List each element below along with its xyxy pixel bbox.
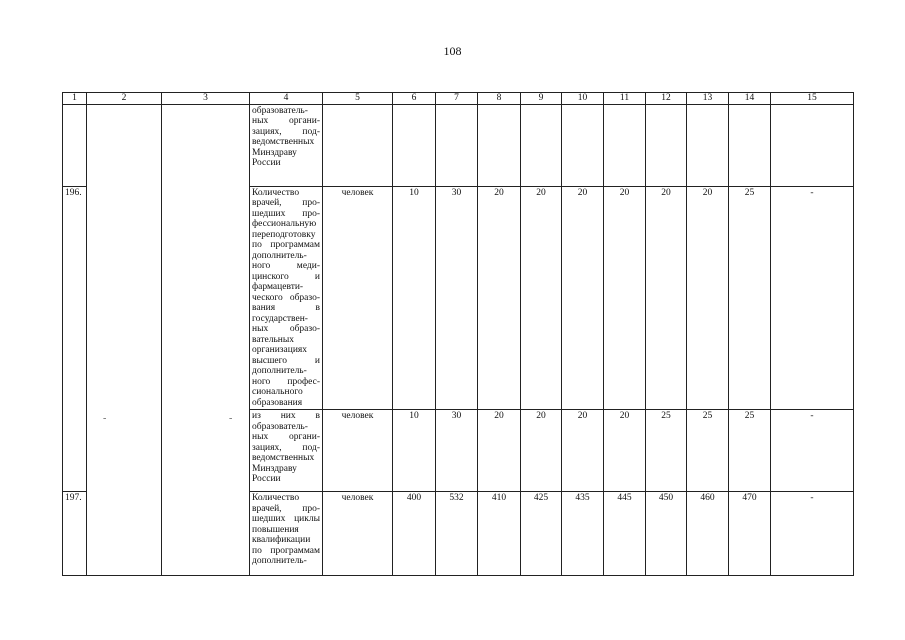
value-cell: 20: [687, 186, 729, 410]
header-cell: 6: [393, 93, 436, 105]
note-cell: -: [771, 186, 854, 410]
header-cell: 5: [323, 93, 393, 105]
value-cell: 425: [521, 492, 562, 576]
value-cell: [729, 104, 771, 186]
indicator-text: образователь-ных органи-зациях, под-ведомственных Минздраву России: [250, 104, 323, 186]
value-cell: [646, 104, 687, 186]
col3-dash-mark: -: [229, 413, 233, 424]
header-cell: 10: [562, 93, 604, 105]
value-cell: 25: [646, 410, 687, 492]
value-cell: 10: [393, 410, 436, 492]
value-cell: 532: [436, 492, 478, 576]
value-cell: 410: [478, 492, 521, 576]
value-cell: 435: [562, 492, 604, 576]
value-cell: [604, 104, 646, 186]
row-number: 197.: [63, 492, 87, 576]
value-cell: 400: [393, 492, 436, 576]
table-row: [63, 104, 854, 186]
header-row: [63, 93, 854, 105]
value-cell: [393, 104, 436, 186]
note-cell: -: [771, 492, 854, 576]
value-cell: 20: [604, 410, 646, 492]
header-cell: 3: [162, 93, 250, 105]
unit-cell: человек: [323, 186, 393, 410]
value-cell: 25: [729, 186, 771, 410]
value-cell: 20: [478, 186, 521, 410]
page-number: 108: [443, 44, 462, 58]
value-cell: 460: [687, 492, 729, 576]
value-cell: 20: [604, 186, 646, 410]
row-number: 196.: [63, 186, 87, 492]
value-cell: 20: [478, 410, 521, 492]
data-table: [62, 92, 854, 576]
value-cell: [478, 104, 521, 186]
header-cell: 1: [63, 93, 87, 105]
value-cell: [436, 104, 478, 186]
indicator-text: Количество врачей, про-шедших про-фессиональную переподготовку по программам дополнитель-ного меди-цинского и фармацевти-ческого образо-вания в государствен-ных образо-вательных организациях высшего и дополнитель-ного профес-сионального образования: [250, 186, 323, 410]
header-cell: 14: [729, 93, 771, 105]
header-cell: 7: [436, 93, 478, 105]
header-cell: 11: [604, 93, 646, 105]
value-cell: 20: [646, 186, 687, 410]
unit-cell: человек: [323, 410, 393, 492]
note-cell: -: [771, 410, 854, 492]
indicator-text: Количество врачей, про-шедших циклы повышения квалификации по программам дополнитель-: [250, 492, 323, 576]
value-cell: 25: [729, 410, 771, 492]
value-cell: 20: [521, 186, 562, 410]
indicator-text: из них в образователь-ных органи-зациях, под-ведомственных Минздраву России: [250, 410, 323, 492]
value-cell: 20: [521, 410, 562, 492]
header-cell: 4: [250, 93, 323, 105]
col3-cell: [162, 104, 250, 576]
unit-cell: [323, 104, 393, 186]
header-cell: 15: [771, 93, 854, 105]
value-cell: 470: [729, 492, 771, 576]
header-cell: 2: [87, 93, 162, 105]
value-cell: 10: [393, 186, 436, 410]
header-cell: 13: [687, 93, 729, 105]
value-cell: 30: [436, 410, 478, 492]
value-cell: 450: [646, 492, 687, 576]
value-cell: 30: [436, 186, 478, 410]
header-cell: 8: [478, 93, 521, 105]
header-cell: 12: [646, 93, 687, 105]
value-cell: 25: [687, 410, 729, 492]
value-cell: 20: [562, 410, 604, 492]
col2-dash-mark: -: [103, 413, 107, 424]
unit-cell: человек: [323, 492, 393, 576]
value-cell: [521, 104, 562, 186]
value-cell: 445: [604, 492, 646, 576]
value-cell: 20: [562, 186, 604, 410]
value-cell: [687, 104, 729, 186]
row-number: [63, 104, 87, 186]
col2-cell: [87, 104, 162, 576]
note-cell: [771, 104, 854, 186]
header-cell: 9: [521, 93, 562, 105]
value-cell: [562, 104, 604, 186]
